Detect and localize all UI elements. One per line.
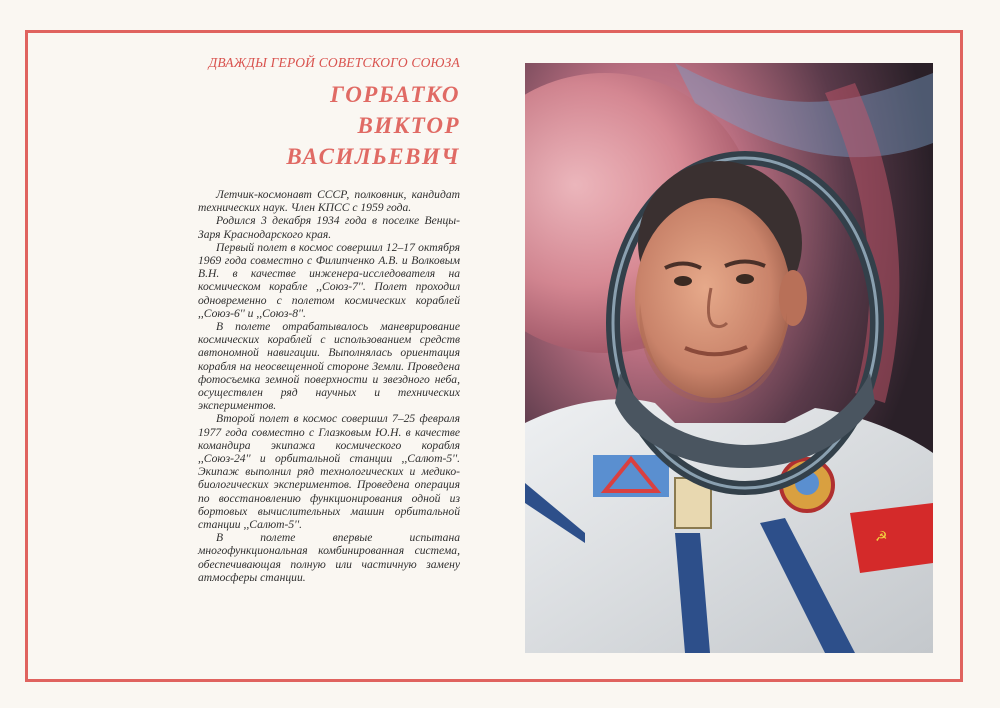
right-eye	[736, 274, 754, 284]
patronymic: ВАСИЛЬЕВИЧ	[286, 144, 460, 169]
ear	[779, 270, 807, 326]
surname: ГОРБАТКО	[330, 82, 460, 107]
text-column	[140, 55, 460, 584]
bio-paragraph: Первый полет в космос совершил 12–17 октября 1969 года совместно с Филипченко А.В. и Волковым В.Н. в качестве инженера-исследователя на космическом корабле ,,Союз-7''. Полет проходил одновременно с полетом космических кораблей ,,Союз-6'' и ,,Союз-8''.	[198, 240, 460, 320]
portrait-illustration	[525, 63, 933, 653]
ussr-flag-patch	[850, 503, 933, 573]
bio-paragraph: Родился 3 декабря 1934 года в поселке Венцы-Заря Краснодарского края.	[198, 214, 460, 241]
bio-paragraph: Второй полет в космос совершил 7–25 февраля 1977 года совместно с Глазковым Ю.Н. в качестве командира экипажа космического корабля ,,Союз-24'' и орбитальной станции ,,Салют-5''. Экипаж выполнил ряд технологических и медико-биологических экспериментов. Проведена операция по восстановлению функционирования одной из бортовых вычислительных машин орбитальной станции ,,Салют-5''.	[198, 412, 460, 532]
biography	[140, 188, 460, 584]
bio-paragraph: Летчик-космонавт СССР, полковник, кандидат технических наук. Член КПСС с 1959 года.	[198, 188, 460, 215]
left-eye	[674, 276, 692, 286]
bio-paragraph: В полете впервые испытана многофункциональная комбинированная система, обеспечивающая полную или частичную замену атмосферы станции.	[198, 531, 460, 584]
hammer-sickle-icon: ☭	[875, 529, 888, 545]
bio-paragraph: В полете отрабатывалось маневрирование космических кораблей с использованием средств автономной навигации. Выполнялась ориентация корабля на неосвещенной стороне Земли. Проведена фотосъемка земной поверхности и звездного неба, осуществлен ряд научных и технических экспериментов.	[198, 320, 460, 413]
hero-title-subtitle: ДВАЖДЫ ГЕРОЙ СОВЕТСКОГО СОЮЗА	[208, 55, 460, 70]
cosmonaut-name	[140, 79, 460, 172]
first-name: ВИКТОР	[357, 113, 460, 138]
cosmonaut-portrait-photo	[525, 63, 933, 653]
